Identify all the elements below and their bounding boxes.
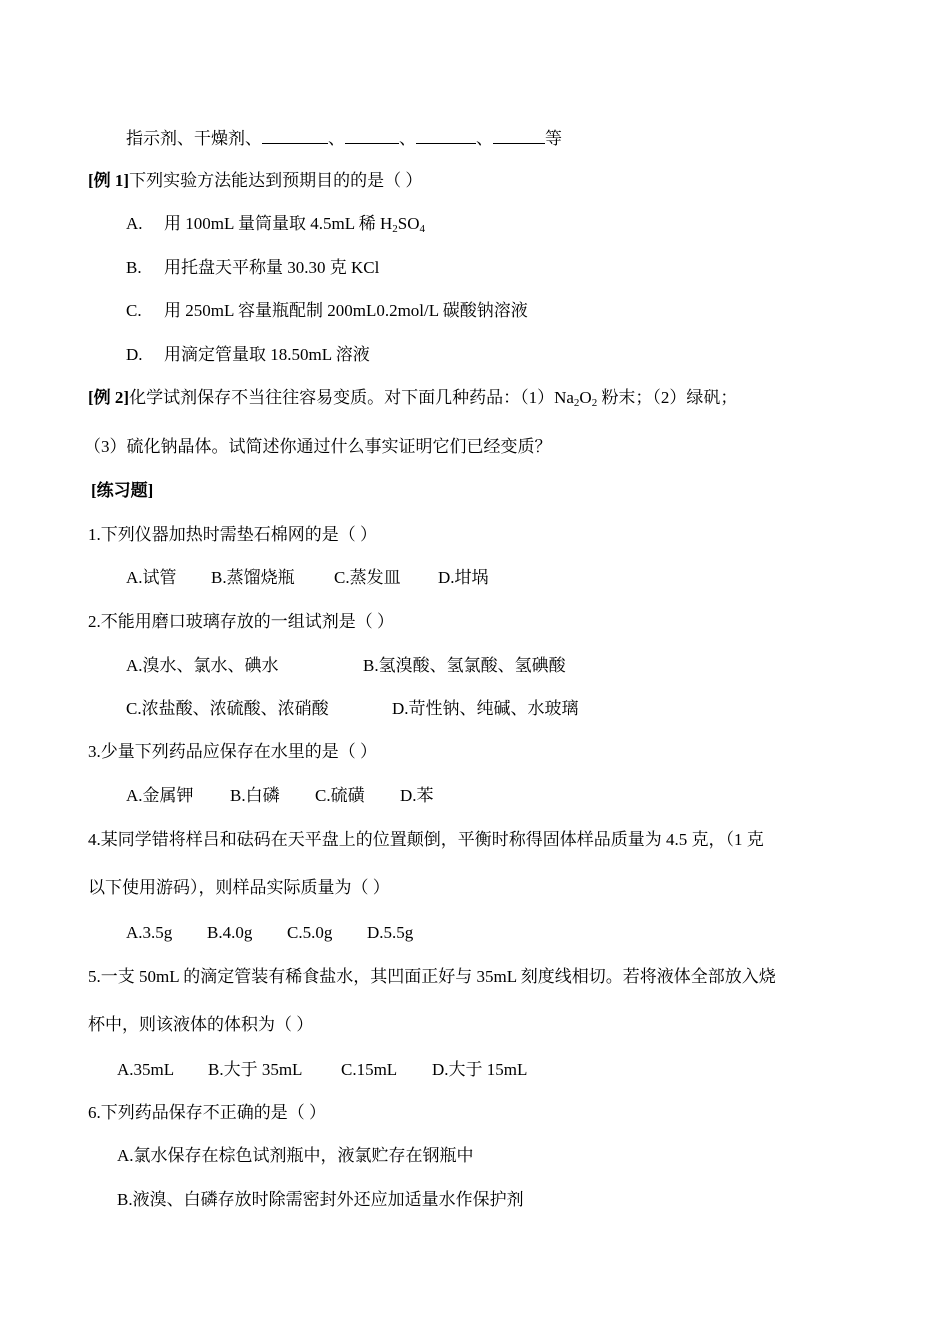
example-2-text: 化学试剂保存不当往往容易变质。对下面几种药品：（1）Na bbox=[129, 388, 574, 407]
option-text: 用滴定管量取 18.50mL 溶液 bbox=[164, 345, 370, 364]
example-1-option-a bbox=[126, 213, 425, 235]
option-c: C.浓盐酸、浓硫酸、浓硝酸 bbox=[126, 699, 329, 718]
example-1-option-b bbox=[126, 257, 379, 279]
subscript: 2 bbox=[392, 223, 398, 235]
question-2-options-row-2 bbox=[126, 698, 579, 720]
subscript: 2 bbox=[573, 397, 580, 409]
example-2-line-2 bbox=[84, 436, 552, 458]
example-1-stem: 下列实验方法能达到预期目的的是（ ） bbox=[129, 171, 423, 190]
option-d: D.5.5g bbox=[367, 923, 414, 942]
option-label: A. bbox=[126, 214, 143, 233]
option-text: 用托盘天平称量 30.30 克 KCl bbox=[164, 258, 380, 277]
question-5-options bbox=[117, 1059, 527, 1081]
practice-title: [练习题] bbox=[91, 481, 154, 500]
option-a: A.试管 bbox=[126, 568, 177, 587]
option-c: C.15mL bbox=[341, 1060, 398, 1079]
option-text: 用 250mL 容量瓶配制 200mL0.2mol/L 碳酸钠溶液 bbox=[164, 301, 528, 320]
option-text-mid: SO bbox=[397, 214, 420, 233]
example-1-option-c bbox=[126, 300, 528, 322]
option-b: B.4.0g bbox=[207, 923, 253, 942]
example-2-tag: [例 2] bbox=[88, 388, 130, 407]
option-c: C.蒸发皿 bbox=[334, 568, 401, 587]
answer-blank-1[interactable] bbox=[262, 126, 328, 144]
question-6-stem: 6.下列药品保存不正确的是（ ） bbox=[88, 1103, 326, 1122]
option-d: D.大于 15mL bbox=[432, 1060, 528, 1079]
option-label: C. bbox=[126, 301, 142, 320]
option-b: B.白磷 bbox=[230, 786, 280, 805]
question-6-option-b: B.液溴、白磷存放时除需密封外还应加适量水作保护剂 bbox=[117, 1190, 524, 1209]
option-d: D.苛性钠、纯碱、水玻璃 bbox=[392, 699, 579, 718]
example-2-text-mid: O bbox=[579, 388, 592, 407]
question-3-options bbox=[126, 785, 434, 807]
example-2-text-2: （3）硫化钠晶体。试简述你通过什么事实证明它们已经变质？ bbox=[84, 437, 552, 456]
question-6-option-a: A.氯水保存在棕色试剂瓶中，液氯贮存在钢瓶中 bbox=[117, 1146, 474, 1165]
question-1-stem: 1.下列仪器加热时需垫石棉网的是（ ） bbox=[88, 525, 377, 544]
intro-line bbox=[126, 126, 562, 150]
question-4-options bbox=[126, 922, 413, 944]
option-text: 用 100mL 量筒量取 4.5mL 稀 H bbox=[164, 214, 393, 233]
example-1-tag: [例 1] bbox=[88, 171, 130, 190]
option-c: C.5.0g bbox=[287, 923, 333, 942]
intro-sep-3: 、 bbox=[476, 129, 493, 148]
example-1-option-d bbox=[126, 344, 370, 366]
question-2-stem: 2.不能用磨口玻璃存放的一组试剂是（ ） bbox=[88, 612, 394, 631]
option-b: B.氢溴酸、氢氯酸、氢碘酸 bbox=[363, 656, 566, 675]
option-b: B.大于 35mL bbox=[208, 1060, 303, 1079]
option-a: A.35mL bbox=[117, 1060, 175, 1079]
subscript: 4 bbox=[419, 223, 425, 235]
question-2-options-row-1 bbox=[126, 655, 566, 677]
option-a: A.溴水、氯水、碘水 bbox=[126, 656, 279, 675]
question-4-line-2: 以下使用游码），则样品实际质量为（ ） bbox=[88, 878, 390, 897]
question-4-line-1: 4.某同学错将样吕和砝码在天平盘上的位置颠倒，平衡时称得固体样品质量为 4.5 克，（1 克 bbox=[88, 830, 764, 849]
option-a: A.3.5g bbox=[126, 923, 173, 942]
intro-sep-2: 、 bbox=[399, 129, 416, 148]
answer-blank-2[interactable] bbox=[345, 126, 399, 144]
answer-blank-3[interactable] bbox=[416, 126, 476, 144]
intro-end: 等 bbox=[545, 129, 562, 148]
option-d: D.坩埚 bbox=[438, 568, 489, 587]
answer-blank-4[interactable] bbox=[493, 126, 545, 144]
option-b: B.蒸馏烧瓶 bbox=[211, 568, 295, 587]
example-2-text-post: 粉末；（2）绿矾； bbox=[597, 388, 738, 407]
example-2-line-1 bbox=[88, 387, 737, 409]
question-5-line-1: 5.一支 50mL 的滴定管装有稀食盐水，其凹面正好与 35mL 刻度线相切。若将液体全部放入烧 bbox=[88, 967, 776, 986]
intro-sep-1: 、 bbox=[328, 129, 345, 148]
intro-text: 指示剂、干燥剂、 bbox=[126, 129, 262, 148]
question-3-stem: 3.少量下列药品应保存在水里的是（ ） bbox=[88, 742, 377, 761]
option-c: C.硫磺 bbox=[315, 786, 365, 805]
option-a: A.金属钾 bbox=[126, 786, 194, 805]
subscript: 2 bbox=[591, 397, 598, 409]
option-d: D.苯 bbox=[400, 786, 434, 805]
example-1-question bbox=[88, 170, 422, 192]
question-1-options bbox=[126, 567, 489, 589]
option-label: B. bbox=[126, 258, 142, 277]
option-label: D. bbox=[126, 345, 143, 364]
question-5-line-2: 杯中，则该液体的体积为（ ） bbox=[88, 1015, 314, 1034]
